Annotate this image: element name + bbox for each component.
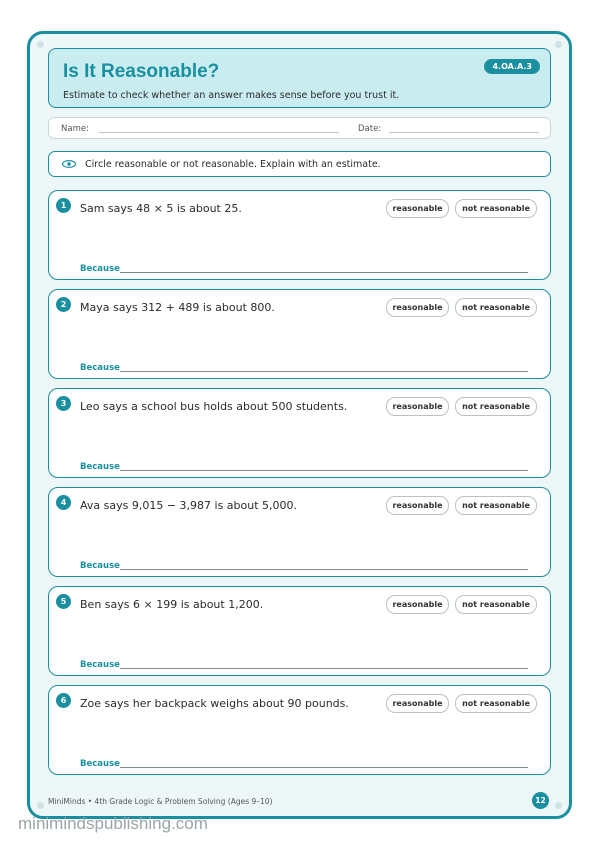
- corner-dot: [37, 802, 44, 809]
- because-answer-line[interactable]: [120, 272, 528, 273]
- reasonable-option[interactable]: reasonable: [386, 595, 449, 614]
- question-text: Ben says 6 × 199 is about 1,200.: [80, 598, 264, 611]
- instructions-box: [48, 151, 551, 177]
- footer-text: MiniMinds • 4th Grade Logic & Problem Solving (Ages 9–10): [48, 797, 273, 806]
- because-answer-line[interactable]: [120, 767, 528, 768]
- question-card: [48, 586, 551, 676]
- question-card: [48, 289, 551, 379]
- reasonable-option[interactable]: reasonable: [386, 298, 449, 317]
- date-label: Date:: [358, 124, 382, 134]
- because-label: Because: [80, 759, 120, 769]
- page-subtitle: Estimate to check whether an answer makes sense before you trust it.: [63, 90, 400, 101]
- because-label: Because: [80, 561, 120, 571]
- question-card: [48, 388, 551, 478]
- date-field[interactable]: [389, 132, 539, 133]
- corner-dot: [555, 41, 562, 48]
- not-reasonable-option[interactable]: not reasonable: [455, 298, 537, 317]
- reasonable-option[interactable]: reasonable: [386, 199, 449, 218]
- name-field[interactable]: [99, 132, 339, 133]
- reasonable-option[interactable]: reasonable: [386, 694, 449, 713]
- because-answer-line[interactable]: [120, 668, 528, 669]
- not-reasonable-option[interactable]: not reasonable: [455, 595, 537, 614]
- worksheet-header: [48, 48, 551, 108]
- question-number: 1: [56, 198, 71, 213]
- question-text: Zoe says her backpack weighs about 90 pounds.: [80, 697, 349, 710]
- name-date-row: [48, 117, 551, 139]
- page-number: 12: [532, 792, 549, 809]
- name-label: Name:: [61, 124, 89, 134]
- because-answer-line[interactable]: [120, 569, 528, 570]
- question-text: Leo says a school bus holds about 500 students.: [80, 400, 348, 413]
- corner-dot: [37, 41, 44, 48]
- because-label: Because: [80, 264, 120, 274]
- because-label: Because: [80, 462, 120, 472]
- question-card: [48, 190, 551, 280]
- question-number: 3: [56, 396, 71, 411]
- question-number: 6: [56, 693, 71, 708]
- because-label: Because: [80, 363, 120, 373]
- reasonable-option[interactable]: reasonable: [386, 397, 449, 416]
- question-text: Ava says 9,015 − 3,987 is about 5,000.: [80, 499, 298, 512]
- question-card: [48, 685, 551, 775]
- question-number: 2: [56, 297, 71, 312]
- reasonable-option[interactable]: reasonable: [386, 496, 449, 515]
- question-number: 4: [56, 495, 71, 510]
- question-number: 5: [56, 594, 71, 609]
- question-text: Maya says 312 + 489 is about 800.: [80, 301, 275, 314]
- not-reasonable-option[interactable]: not reasonable: [455, 694, 537, 713]
- standard-badge: 4.OA.A.3: [484, 59, 540, 74]
- question-card: [48, 487, 551, 577]
- not-reasonable-option[interactable]: not reasonable: [455, 199, 537, 218]
- page-title: Is It Reasonable?: [63, 61, 220, 82]
- because-label: Because: [80, 660, 120, 670]
- not-reasonable-option[interactable]: not reasonable: [455, 496, 537, 515]
- eye-icon: [62, 160, 76, 168]
- because-answer-line[interactable]: [120, 371, 528, 372]
- instructions-text: Circle reasonable or not reasonable. Explain with an estimate.: [85, 159, 381, 170]
- question-text: Sam says 48 × 5 is about 25.: [80, 202, 242, 215]
- not-reasonable-option[interactable]: not reasonable: [455, 397, 537, 416]
- watermark: minimindspublishing.com: [18, 814, 208, 833]
- because-answer-line[interactable]: [120, 470, 528, 471]
- corner-dot: [555, 802, 562, 809]
